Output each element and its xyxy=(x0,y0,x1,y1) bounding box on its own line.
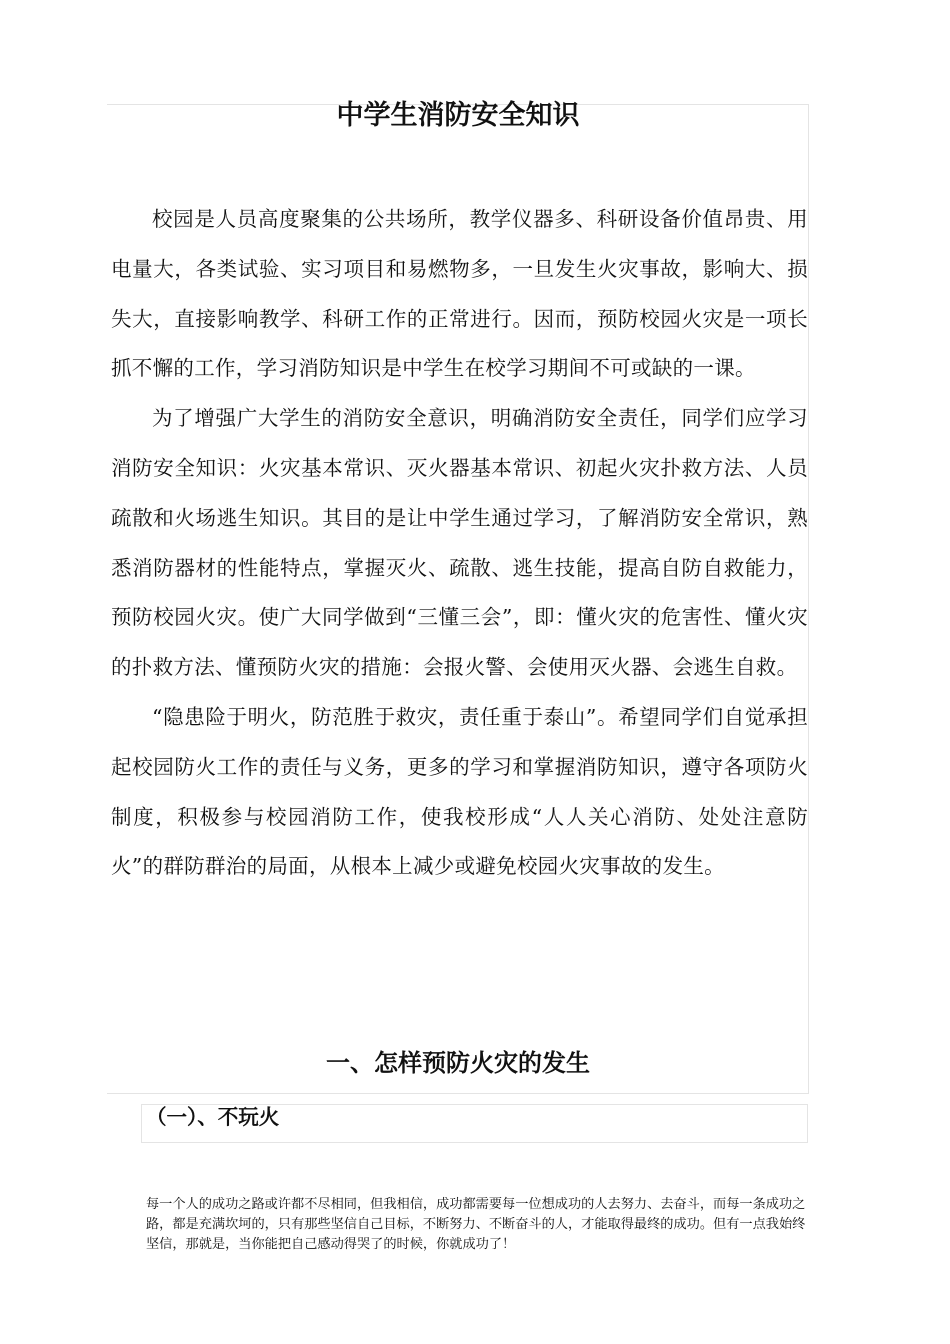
sub-heading: （一）、不玩火 xyxy=(146,1105,280,1129)
document-body xyxy=(111,195,808,892)
footer-text: 每一个人的成功之路或许都不尽相同，但我相信，成功都需要每一位想成功的人去努力、去奋斗，而每一条成功之路，都是充满坎坷的，只有那些坚信自己目标，不断努力、不断奋斗的人，才能取得最终的成功。但有一点我始终坚信，那就是，当你能把自己感动得哭了的时候，你就成功了！ xyxy=(146,1197,806,1252)
paragraph-intro: 校园是人员高度聚集的公共场所，教学仪器多、科研设备价值昂贵、用电量大，各类试验、实习项目和易燃物多，一旦发生火灾事故，影响大、损失大，直接影响教学、科研工作的正常进行。因而，预防校园火灾是一项长抓不懈的工作，学习消防知识是中学生在校学习期间不可或缺的一课。 xyxy=(111,207,808,381)
document-title: 中学生消防安全知识 xyxy=(336,100,580,131)
page-frame-bottom-border xyxy=(107,1093,809,1094)
page-frame-right-border xyxy=(808,104,809,1094)
section-heading: 一、怎样预防火灾的发生 xyxy=(326,1048,590,1077)
paragraph-purpose: 为了增强广大学生的消防安全意识，明确消防安全责任，同学们应学习消防安全知识：火灾基本常识、灭火器基本常识、初起火灾扑救方法、人员疏散和火场逃生知识。其目的是让中学生通过学习，了解消防安全常识，熟悉消防器材的性能特点，掌握灭火、疏散、逃生技能，提高自防自救能力，预防校园火灾。使广大同学做到“三懂三会”，即：懂火灾的危害性、懂火灾的扑救方法、懂预防火灾的措施：会报火警、会使用灭火器、会逃生自救。 xyxy=(111,406,808,680)
paragraph-call-to-action: “隐患险于明火，防范胜于救灾，责任重于泰山”。希望同学们自觉承担起校园防火工作的责任与义务，更多的学习和掌握消防知识，遵守各项防火制度，积极参与校园消防工作，使我校形成“人人关心消防、处处注意防火”的群防群治的局面，从根本上减少或避免校园火灾事故的发生。 xyxy=(111,704,808,879)
